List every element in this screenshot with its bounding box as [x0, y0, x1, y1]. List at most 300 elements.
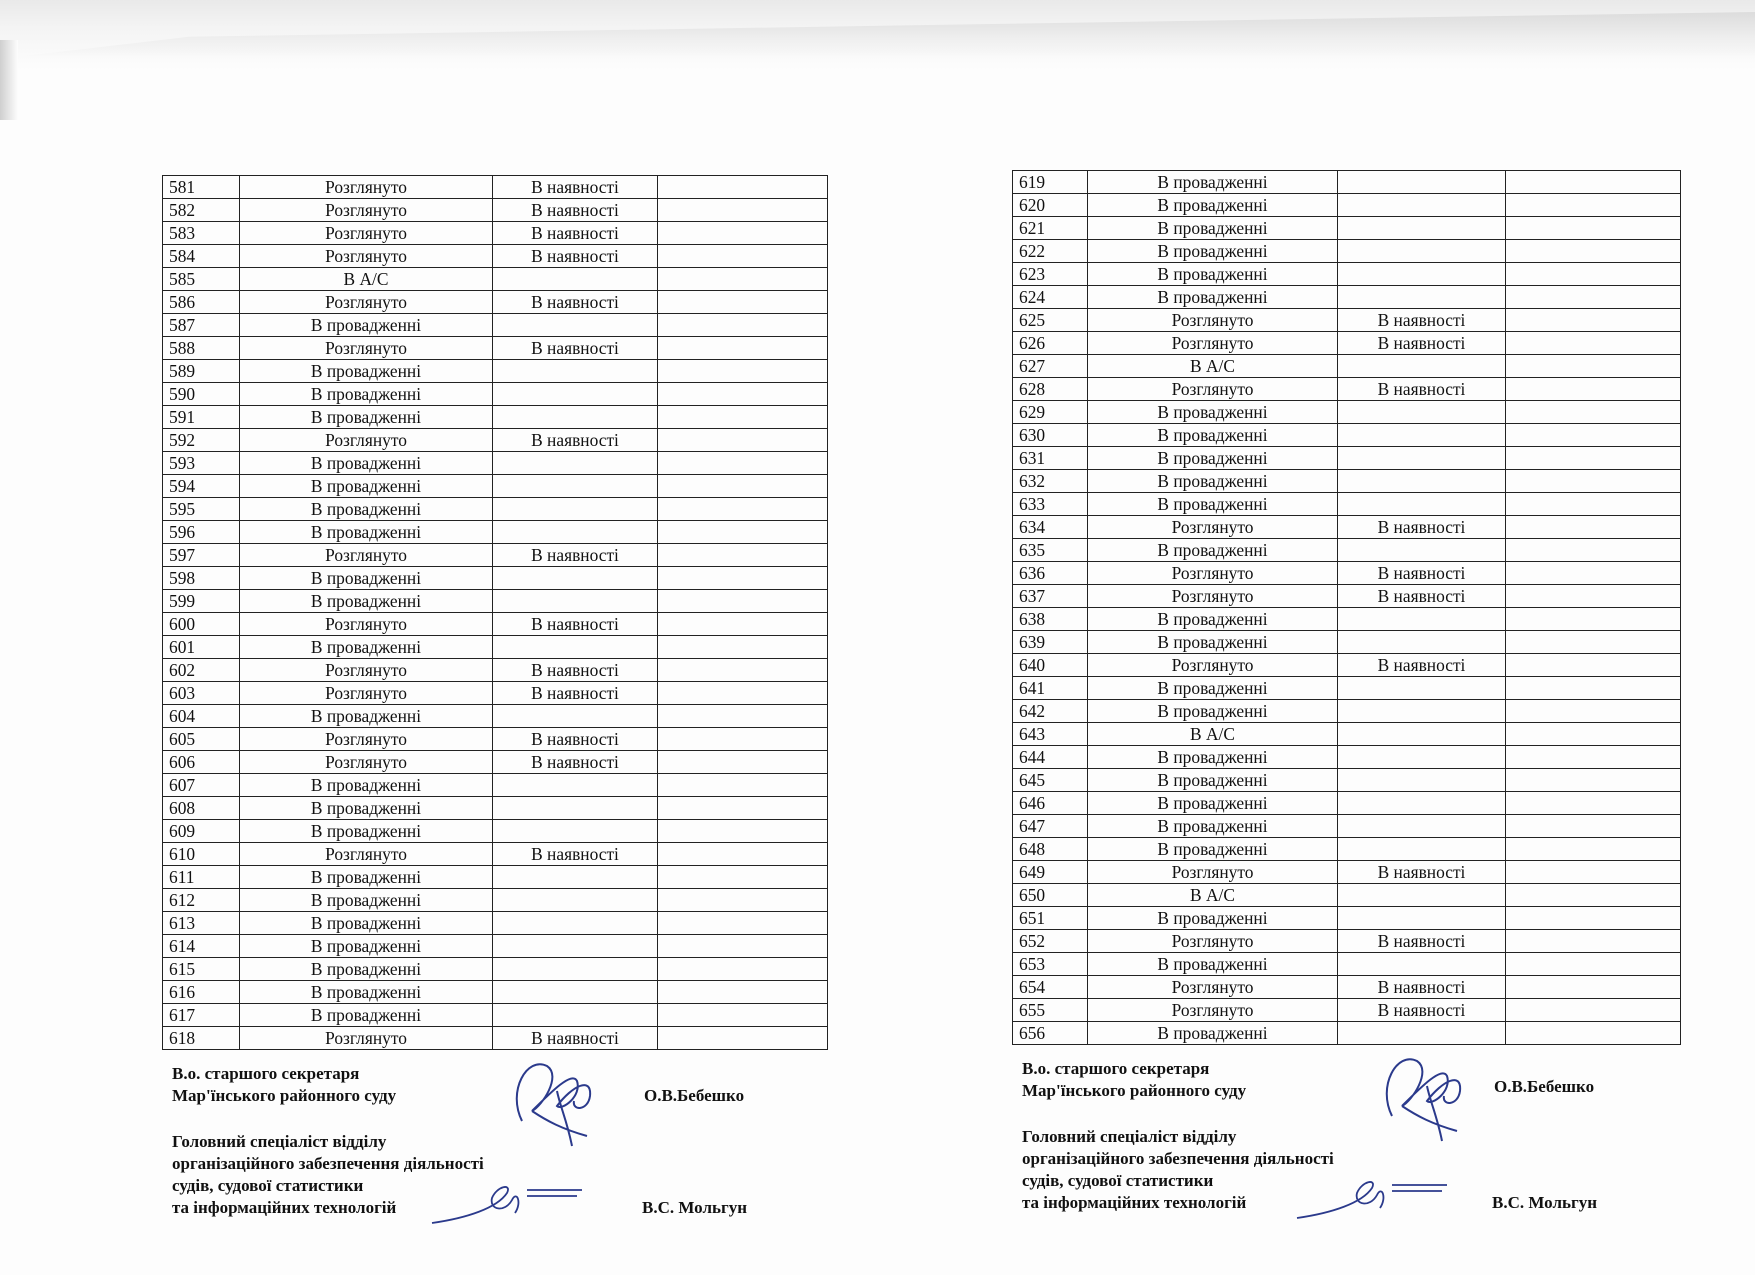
notes-cell	[658, 291, 828, 314]
secretary-signature-image-right	[1372, 1046, 1492, 1146]
case-status: В провадженні	[240, 820, 493, 843]
case-availability: В наявності	[493, 291, 658, 314]
notes-cell	[1506, 470, 1681, 493]
case-availability	[493, 383, 658, 406]
case-availability	[493, 636, 658, 659]
row-number: 593	[163, 452, 240, 475]
case-availability	[1338, 700, 1506, 723]
row-number: 583	[163, 222, 240, 245]
case-availability	[1338, 194, 1506, 217]
case-status: В провадженні	[1088, 539, 1338, 562]
case-availability	[493, 912, 658, 935]
case-availability	[1338, 746, 1506, 769]
table-row	[163, 245, 828, 268]
table-row	[163, 590, 828, 613]
case-status: Розглянуто	[1088, 654, 1338, 677]
case-status: Розглянуто	[1088, 309, 1338, 332]
case-availability: В наявності	[1338, 930, 1506, 953]
notes-cell	[1506, 240, 1681, 263]
specialist-signature-image	[427, 1178, 587, 1228]
row-number: 627	[1013, 355, 1088, 378]
case-availability: В наявності	[493, 751, 658, 774]
secretary-name: О.В.Бебешко	[644, 1086, 745, 1105]
notes-cell	[658, 360, 828, 383]
notes-cell	[1506, 976, 1681, 999]
row-number: 585	[163, 268, 240, 291]
case-status: Розглянуто	[240, 659, 493, 682]
table-row	[163, 1004, 828, 1027]
specialist-line2-right: організаційного забезпечення діяльності	[1022, 1149, 1334, 1168]
case-availability	[493, 705, 658, 728]
row-number: 640	[1013, 654, 1088, 677]
case-availability: В наявності	[493, 337, 658, 360]
case-status: В провадженні	[240, 636, 493, 659]
specialist-line1: Головний спеціаліст відділу	[172, 1132, 387, 1151]
case-availability	[1338, 838, 1506, 861]
table-row	[163, 728, 828, 751]
row-number: 618	[163, 1027, 240, 1050]
case-availability: В наявності	[493, 199, 658, 222]
table-row	[163, 912, 828, 935]
notes-cell	[658, 245, 828, 268]
notes-cell	[1506, 746, 1681, 769]
specialist-line2: організаційного забезпечення діяльності	[172, 1154, 484, 1173]
case-availability	[493, 314, 658, 337]
case-status: В провадженні	[240, 705, 493, 728]
notes-cell	[658, 682, 828, 705]
case-status: В провадженні	[1088, 746, 1338, 769]
row-number: 635	[1013, 539, 1088, 562]
row-number: 637	[1013, 585, 1088, 608]
table-row	[1013, 953, 1681, 976]
table-row	[163, 337, 828, 360]
case-availability: В наявності	[1338, 378, 1506, 401]
case-status: В провадженні	[240, 452, 493, 475]
case-availability	[1338, 424, 1506, 447]
row-number: 584	[163, 245, 240, 268]
case-status: В провадженні	[240, 912, 493, 935]
row-number: 650	[1013, 884, 1088, 907]
row-number: 598	[163, 567, 240, 590]
row-number: 601	[163, 636, 240, 659]
table-row	[163, 199, 828, 222]
case-availability	[493, 866, 658, 889]
case-status: В провадженні	[1088, 493, 1338, 516]
row-number: 590	[163, 383, 240, 406]
case-availability: В наявності	[493, 429, 658, 452]
row-number: 633	[1013, 493, 1088, 516]
notes-cell	[1506, 999, 1681, 1022]
notes-cell	[658, 429, 828, 452]
notes-cell	[1506, 286, 1681, 309]
case-status: В провадженні	[1088, 217, 1338, 240]
case-status: Розглянуто	[240, 291, 493, 314]
notes-cell	[1506, 608, 1681, 631]
row-number: 626	[1013, 332, 1088, 355]
notes-cell	[658, 268, 828, 291]
notes-cell	[1506, 815, 1681, 838]
notes-cell	[658, 774, 828, 797]
table-row	[163, 659, 828, 682]
row-number: 606	[163, 751, 240, 774]
case-status: В провадженні	[1088, 470, 1338, 493]
table-row	[1013, 700, 1681, 723]
case-availability	[1338, 539, 1506, 562]
case-status: В провадженні	[240, 935, 493, 958]
table-row	[163, 1027, 828, 1050]
notes-cell	[1506, 907, 1681, 930]
case-availability	[1338, 815, 1506, 838]
case-status: В провадженні	[1088, 171, 1338, 194]
case-availability: В наявності	[1338, 332, 1506, 355]
row-number: 655	[1013, 999, 1088, 1022]
case-availability	[493, 889, 658, 912]
table-row	[1013, 723, 1681, 746]
row-number: 592	[163, 429, 240, 452]
case-status: В провадженні	[240, 958, 493, 981]
case-availability	[493, 360, 658, 383]
left-registry-body	[163, 176, 828, 1050]
table-row	[163, 774, 828, 797]
case-availability	[493, 498, 658, 521]
table-row	[163, 498, 828, 521]
left-page	[162, 175, 827, 1050]
case-availability	[1338, 401, 1506, 424]
specialist-line3-right: судів, судової статистики	[1022, 1171, 1214, 1190]
scan-left-shadow	[0, 40, 18, 120]
table-row	[1013, 493, 1681, 516]
notes-cell	[658, 958, 828, 981]
case-status: Розглянуто	[240, 613, 493, 636]
case-availability	[1338, 263, 1506, 286]
table-row	[1013, 539, 1681, 562]
table-row	[1013, 884, 1681, 907]
left-signature-block	[172, 1063, 792, 1228]
notes-cell	[658, 337, 828, 360]
case-status: В провадженні	[1088, 838, 1338, 861]
notes-cell	[658, 498, 828, 521]
row-number: 629	[1013, 401, 1088, 424]
row-number: 607	[163, 774, 240, 797]
table-row	[163, 935, 828, 958]
case-status: В провадженні	[240, 866, 493, 889]
case-status: Розглянуто	[1088, 562, 1338, 585]
table-row	[163, 475, 828, 498]
row-number: 641	[1013, 677, 1088, 700]
case-availability	[493, 567, 658, 590]
table-row	[1013, 815, 1681, 838]
notes-cell	[1506, 171, 1681, 194]
case-status: Розглянуто	[1088, 332, 1338, 355]
notes-cell	[1506, 516, 1681, 539]
notes-cell	[1506, 654, 1681, 677]
case-availability	[493, 774, 658, 797]
case-status: В провадженні	[1088, 769, 1338, 792]
notes-cell	[1506, 838, 1681, 861]
row-number: 644	[1013, 746, 1088, 769]
case-availability: В наявності	[1338, 562, 1506, 585]
row-number: 622	[1013, 240, 1088, 263]
notes-cell	[658, 314, 828, 337]
table-row	[1013, 194, 1681, 217]
table-row	[1013, 999, 1681, 1022]
case-availability	[493, 590, 658, 613]
right-registry-body	[1013, 171, 1681, 1045]
secretary-title-line1: В.о. старшого секретаря	[172, 1064, 360, 1083]
case-status: В провадженні	[1088, 447, 1338, 470]
case-availability	[1338, 953, 1506, 976]
row-number: 597	[163, 544, 240, 567]
row-number: 608	[163, 797, 240, 820]
table-row	[163, 797, 828, 820]
table-row	[1013, 309, 1681, 332]
case-status: Розглянуто	[1088, 378, 1338, 401]
case-availability	[1338, 769, 1506, 792]
notes-cell	[658, 889, 828, 912]
table-row	[163, 406, 828, 429]
table-row	[1013, 286, 1681, 309]
table-row	[163, 682, 828, 705]
case-availability: В наявності	[493, 659, 658, 682]
case-availability	[1338, 884, 1506, 907]
secretary-title-line1-right: В.о. старшого секретаря	[1022, 1059, 1210, 1078]
table-row	[1013, 378, 1681, 401]
case-status: В провадженні	[1088, 424, 1338, 447]
case-status: В провадженні	[240, 590, 493, 613]
row-number: 619	[1013, 171, 1088, 194]
case-availability	[1338, 286, 1506, 309]
case-availability	[1338, 792, 1506, 815]
notes-cell	[1506, 700, 1681, 723]
case-status: В провадженні	[1088, 631, 1338, 654]
notes-cell	[658, 912, 828, 935]
case-status: В провадженні	[1088, 953, 1338, 976]
left-registry-table	[162, 175, 828, 1050]
case-status: Розглянуто	[1088, 585, 1338, 608]
case-status: Розглянуто	[240, 544, 493, 567]
case-availability	[493, 268, 658, 291]
case-status: Розглянуто	[240, 751, 493, 774]
table-row	[1013, 792, 1681, 815]
case-status: В провадженні	[240, 521, 493, 544]
table-row	[1013, 861, 1681, 884]
case-status: В провадженні	[240, 889, 493, 912]
table-row	[1013, 769, 1681, 792]
case-status: В провадженні	[240, 475, 493, 498]
case-status: В провадженні	[240, 774, 493, 797]
row-number: 646	[1013, 792, 1088, 815]
notes-cell	[1506, 539, 1681, 562]
notes-cell	[658, 636, 828, 659]
notes-cell	[658, 935, 828, 958]
case-availability	[493, 475, 658, 498]
table-row	[163, 314, 828, 337]
row-number: 639	[1013, 631, 1088, 654]
table-row	[163, 613, 828, 636]
row-number: 636	[1013, 562, 1088, 585]
row-number: 587	[163, 314, 240, 337]
case-status: Розглянуто	[240, 199, 493, 222]
notes-cell	[658, 176, 828, 199]
case-status: В провадженні	[240, 360, 493, 383]
row-number: 647	[1013, 815, 1088, 838]
table-row	[1013, 171, 1681, 194]
notes-cell	[658, 751, 828, 774]
row-number: 617	[163, 1004, 240, 1027]
row-number: 654	[1013, 976, 1088, 999]
case-status: В провадженні	[1088, 792, 1338, 815]
right-registry-table	[1012, 170, 1681, 1045]
notes-cell	[658, 1004, 828, 1027]
table-row	[1013, 907, 1681, 930]
case-availability: В наявності	[493, 843, 658, 866]
table-row	[163, 567, 828, 590]
row-number: 594	[163, 475, 240, 498]
specialist-name-right: В.С. Мольгун	[1492, 1193, 1598, 1212]
case-availability: В наявності	[1338, 585, 1506, 608]
table-row	[163, 820, 828, 843]
table-row	[163, 636, 828, 659]
row-number: 645	[1013, 769, 1088, 792]
case-status: В провадженні	[240, 797, 493, 820]
table-row	[1013, 332, 1681, 355]
case-availability	[493, 521, 658, 544]
table-row	[163, 866, 828, 889]
table-row	[163, 981, 828, 1004]
case-availability	[493, 797, 658, 820]
row-number: 602	[163, 659, 240, 682]
case-status: В провадженні	[240, 498, 493, 521]
case-availability	[1338, 493, 1506, 516]
row-number: 656	[1013, 1022, 1088, 1045]
table-row	[1013, 1022, 1681, 1045]
case-status: В провадженні	[1088, 286, 1338, 309]
case-status: В провадженні	[240, 383, 493, 406]
notes-cell	[1506, 378, 1681, 401]
notes-cell	[658, 590, 828, 613]
case-status: В А/С	[240, 268, 493, 291]
row-number: 653	[1013, 953, 1088, 976]
row-number: 620	[1013, 194, 1088, 217]
case-status: Розглянуто	[1088, 930, 1338, 953]
case-status: В провадженні	[240, 981, 493, 1004]
row-number: 591	[163, 406, 240, 429]
row-number: 611	[163, 866, 240, 889]
table-row	[1013, 976, 1681, 999]
right-page	[1012, 170, 1680, 1045]
case-availability	[1338, 355, 1506, 378]
row-number: 615	[163, 958, 240, 981]
table-row	[163, 429, 828, 452]
case-status: Розглянуто	[1088, 999, 1338, 1022]
case-availability: В наявності	[493, 222, 658, 245]
right-signature-block	[1022, 1058, 1642, 1223]
table-row	[163, 222, 828, 245]
case-status: Розглянуто	[240, 337, 493, 360]
case-availability: В наявності	[493, 176, 658, 199]
notes-cell	[1506, 953, 1681, 976]
table-row	[163, 521, 828, 544]
notes-cell	[658, 383, 828, 406]
case-availability: В наявності	[1338, 861, 1506, 884]
case-availability	[1338, 171, 1506, 194]
notes-cell	[1506, 217, 1681, 240]
row-number: 603	[163, 682, 240, 705]
notes-cell	[1506, 263, 1681, 286]
case-status: В провадженні	[1088, 815, 1338, 838]
case-availability: В наявності	[493, 613, 658, 636]
specialist-signature-image-right	[1292, 1173, 1452, 1223]
row-number: 613	[163, 912, 240, 935]
table-row	[163, 751, 828, 774]
notes-cell	[658, 544, 828, 567]
row-number: 634	[1013, 516, 1088, 539]
row-number: 589	[163, 360, 240, 383]
notes-cell	[1506, 447, 1681, 470]
row-number: 623	[1013, 263, 1088, 286]
case-status: Розглянуто	[1088, 861, 1338, 884]
case-status: В провадженні	[1088, 700, 1338, 723]
notes-cell	[658, 728, 828, 751]
row-number: 652	[1013, 930, 1088, 953]
case-availability: В наявності	[493, 1027, 658, 1050]
table-row	[1013, 585, 1681, 608]
case-availability	[1338, 240, 1506, 263]
case-availability	[493, 406, 658, 429]
case-availability	[493, 820, 658, 843]
table-row	[163, 291, 828, 314]
case-status: В провадженні	[1088, 1022, 1338, 1045]
case-availability: В наявності	[493, 544, 658, 567]
row-number: 588	[163, 337, 240, 360]
table-row	[163, 705, 828, 728]
row-number: 624	[1013, 286, 1088, 309]
table-row	[1013, 516, 1681, 539]
notes-cell	[658, 613, 828, 636]
table-row	[1013, 447, 1681, 470]
notes-cell	[1506, 493, 1681, 516]
row-number: 628	[1013, 378, 1088, 401]
row-number: 625	[1013, 309, 1088, 332]
case-availability	[493, 958, 658, 981]
table-row	[1013, 654, 1681, 677]
table-row	[1013, 401, 1681, 424]
table-row	[1013, 240, 1681, 263]
case-availability	[493, 1004, 658, 1027]
notes-cell	[658, 797, 828, 820]
case-status: В провадженні	[240, 567, 493, 590]
table-row	[163, 958, 828, 981]
notes-cell	[658, 475, 828, 498]
row-number: 621	[1013, 217, 1088, 240]
case-status: Розглянуто	[1088, 976, 1338, 999]
notes-cell	[658, 521, 828, 544]
row-number: 600	[163, 613, 240, 636]
case-status: Розглянуто	[240, 682, 493, 705]
case-status: В провадженні	[1088, 907, 1338, 930]
table-row	[1013, 217, 1681, 240]
notes-cell	[1506, 1022, 1681, 1045]
notes-cell	[1506, 930, 1681, 953]
row-number: 596	[163, 521, 240, 544]
case-availability	[1338, 723, 1506, 746]
secretary-title-line2-right: Мар'їнського районного суду	[1022, 1081, 1247, 1100]
specialist-line4: та інформаційних технологій	[172, 1198, 397, 1217]
case-availability	[1338, 470, 1506, 493]
case-status: Розглянуто	[1088, 516, 1338, 539]
table-row	[1013, 562, 1681, 585]
notes-cell	[1506, 562, 1681, 585]
